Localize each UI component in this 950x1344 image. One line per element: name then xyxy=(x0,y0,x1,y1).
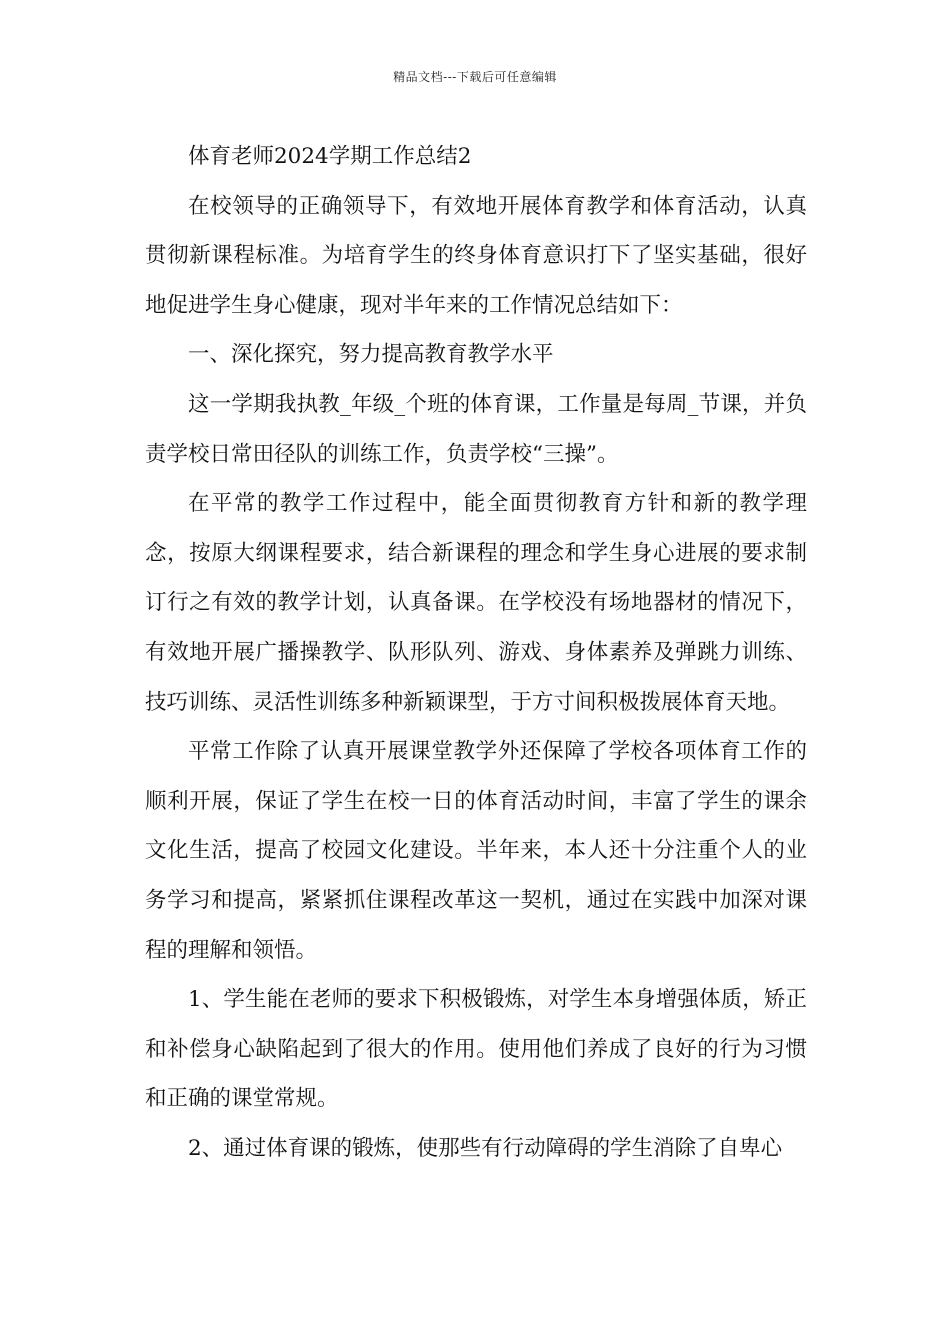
paragraph-daily-work: 平常工作除了认真开展课堂教学外还保障了学校各项体育工作的顺利开展，保证了学生在校一日的体育活动时间，丰富了学生的课余文化生活，提高了校园文化建设。半年来，本人还十分注重个人的业务学习和提高，紧紧抓住课程改革这一契机，通过在实践中加深对课程的理解和领悟。 xyxy=(145,739,807,963)
paragraph-intro: 在校领导的正确领导下，有效地开展体育教学和体育活动，认真贯彻新课程标准。为培育学生的终身体育意识打下了坚实基础，很好地促进学生身心健康，现对半年来的工作情况总结如下： xyxy=(145,193,807,318)
document-body xyxy=(145,132,807,1173)
paragraph-point-1: 1、学生能在老师的要求下积极锻炼，对学生本身增强体质，矫正和补偿身心缺陷起到了很大的作用。使用他们养成了良好的行为习惯和正确的课堂常规。 xyxy=(145,987,807,1112)
page-header: 精品文档---下载后可任意编辑 xyxy=(393,70,557,84)
paragraph-workload: 这一学期我执教_年级_个班的体育课，工作量是每周_节课，并负责学校日常田径队的训练工作，负责学校“三操”。 xyxy=(145,391,807,467)
document-title: 体育老师2024学期工作总结2 xyxy=(188,144,472,169)
section-heading-1: 一、深化探究，努力提高教育教学水平 xyxy=(188,342,554,368)
paragraph-teaching: 在平常的教学工作过程中，能全面贯彻教育方针和新的教学理念，按原大纲课程要求，结合新课程的理念和学生身心进展的要求制订行之有效的教学计划，认真备课。在学校没有场地器材的情况下，有效地开展广播操教学、队形队列、游戏、身体素养及弹跳力训练、技巧训练、灵活性训练多种新颖课型，于方寸间积极拨展体育天地。 xyxy=(145,491,807,715)
paragraph-point-2: 2、通过体育课的锻炼，使那些有行动障碍的学生消除了自卑心 xyxy=(188,1135,783,1161)
